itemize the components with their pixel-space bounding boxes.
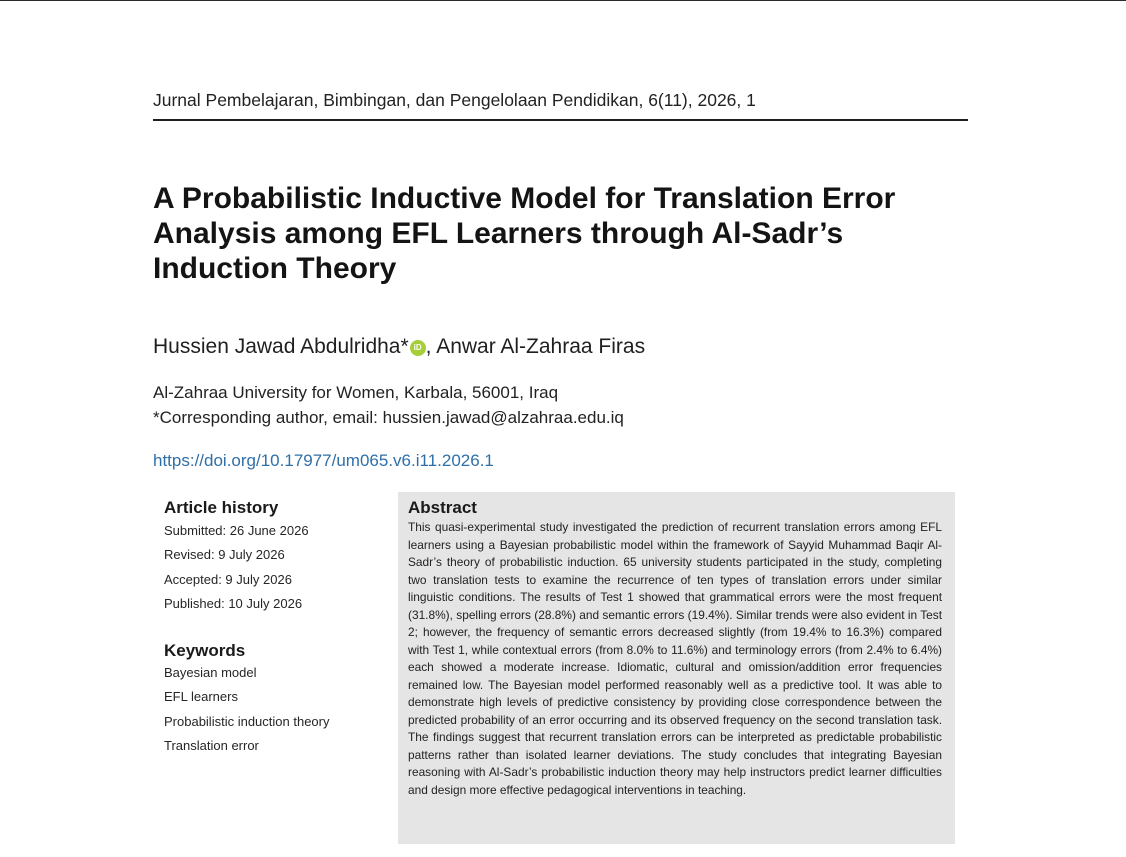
affiliation: Al-Zahraa University for Women, Karbala, 56001, Iraq — [153, 383, 559, 402]
author-separator: , — [425, 335, 437, 358]
paper-title — [153, 181, 953, 286]
page-top-border — [0, 0, 1126, 1]
keywords-heading: Keywords — [164, 641, 246, 660]
keyword-item: Translation error — [164, 737, 259, 753]
header-divider — [153, 119, 968, 121]
abstract-body: This quasi-experimental study investigated the prediction of recurrent translation errors among EFL learners using a Bayesian probabilistic model within the framework of Sayyid Muhammad Baqir Al-Sadr’s theory of probabilistic induction. 65 university students participated in the study, completing two translation tests to examine the recurrence of ten types of translation errors under similar linguistic conditions. The results of Test 1 showed that grammatical errors were the most frequent (31.8%), spelling errors (28.8%) and semantic errors (19.4%). Similar trends were also evident in Test 2; however, the frequency of semantic errors decreased slightly (from 19.4% to 16.3%) compared with Test 1, while contextual errors (from 8.0% to 11.6%) and terminology errors (from 2.4% to 6.4%) each showed a moderate increase. Idiomatic, cultural and omission/addition error frequencies remained low. The Bayesian model performed reasonably well as a predictive tool. It was able to demonstrate high levels of predictive consistency by providing close correspondence between the predicted probability of an error occurring and its observed frequency on the second translation task. The findings suggest that recurrent translation errors can be interpreted as predictable probabilistic patterns rather than isolated learner deviations. The study concludes that integrating Bayesian reasoning with Al-Sadr’s probabilistic induction theory may help instructors predict learner difficulties and design more effective pedagogical interventions in teaching. — [408, 520, 942, 797]
author-1-name: Hussien Jawad Abdulridha* — [153, 335, 409, 358]
article-history — [164, 498, 309, 616]
abstract-heading: Abstract — [408, 498, 477, 517]
keyword-item: Probabilistic induction theory — [164, 713, 330, 729]
title-line-3: Induction Theory — [153, 252, 397, 285]
article-history-heading: Article history — [164, 498, 279, 517]
history-published: Published: 10 July 2026 — [164, 595, 303, 611]
journal-running-header: Jurnal Pembelajaran, Bimbingan, dan Pengelolaan Pendidikan, 6(11), 2026, 1 — [153, 90, 756, 110]
title-line-2: Analysis among EFL Learners through Al-Sadr’s — [153, 217, 844, 250]
history-accepted: Accepted: 9 July 2026 — [164, 571, 292, 587]
author-list — [153, 335, 645, 359]
keywords-section — [164, 641, 329, 758]
corresponding-author: *Corresponding author, email: hussien.jawad@alzahraa.edu.iq — [153, 408, 624, 427]
keyword-item: EFL learners — [164, 689, 238, 705]
abstract-panel — [398, 492, 955, 844]
keyword-item: Bayesian model — [164, 665, 257, 680]
history-submitted: Submitted: 26 June 2026 — [164, 523, 309, 538]
title-line-1: A Probabilistic Inductive Model for Translation Error — [153, 182, 896, 215]
author-2-name: Anwar Al-Zahraa Firas — [436, 335, 646, 358]
doi-link[interactable]: https://doi.org/10.17977/um065.v6.i11.2026.1 — [153, 451, 494, 470]
orcid-icon[interactable]: iD — [410, 340, 426, 356]
history-revised: Revised: 9 July 2026 — [164, 547, 285, 563]
